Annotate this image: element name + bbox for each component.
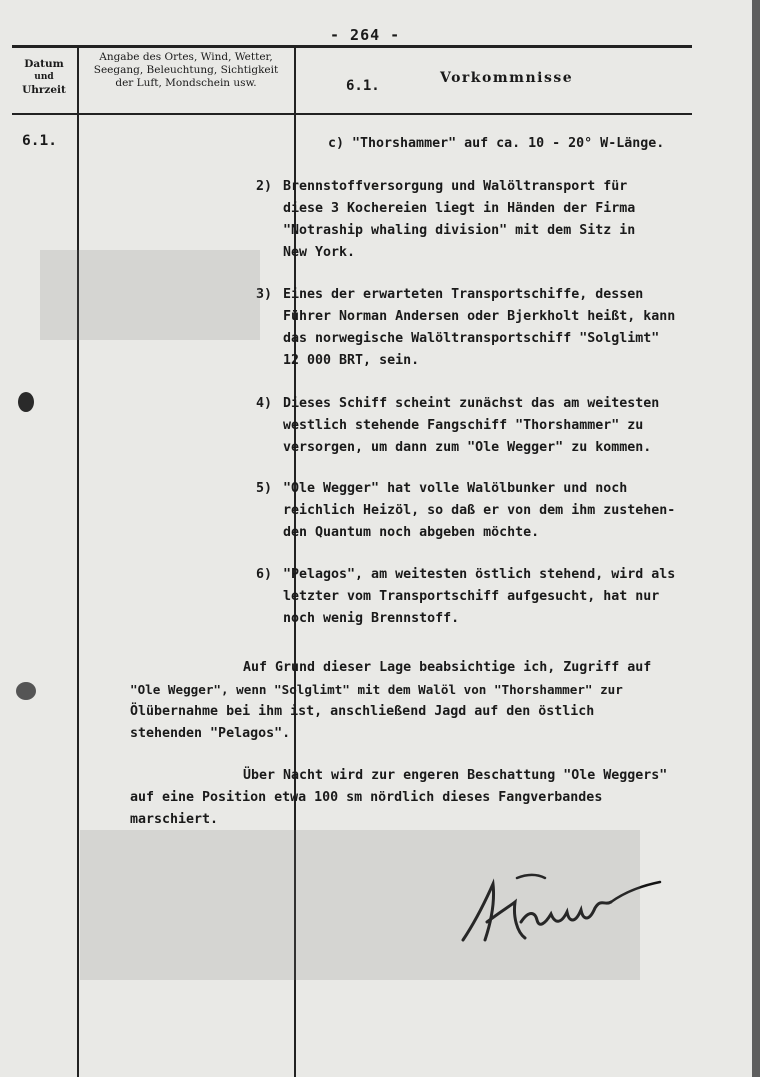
item-number: 3) — [256, 287, 273, 302]
item-line: noch wenig Brennstoff. — [283, 611, 460, 626]
bleed-through — [40, 250, 260, 340]
bleed-through — [80, 830, 640, 980]
item-line: Führer Norman Andersen oder Bjerkholt heißt, kann — [283, 309, 676, 324]
punch-hole-icon — [16, 682, 36, 700]
sub-item-c: c) "Thorshammer" auf ca. 10 - 20° W-Länge. — [328, 136, 665, 151]
item-line: "Notraship whaling division" mit dem Sitz in — [283, 223, 636, 238]
paragraph-line: stehenden "Pelagos". — [130, 726, 291, 741]
punch-hole-icon — [18, 392, 34, 412]
col-rule-1 — [77, 45, 79, 1077]
item-line: "Pelagos", am weitesten östlich stehend, wird als — [283, 567, 676, 582]
item-line: westlich stehende Fangschiff "Thorshammer" zu — [283, 418, 644, 433]
item-number: 2) — [256, 179, 273, 194]
paragraph-line: Über Nacht wird zur engeren Beschattung "Ole Weggers" — [243, 768, 668, 783]
header-bottom-rule — [12, 113, 692, 115]
header-events-column: Vorkommnisse — [440, 70, 574, 86]
header-date-value: 6.1. — [346, 78, 380, 94]
item-line: New York. — [283, 245, 356, 260]
paragraph-line: auf eine Position etwa 100 sm nördlich dieses Fangverbandes — [130, 790, 603, 805]
item-line: "Ole Wegger" hat volle Walölbunker und noch — [283, 481, 628, 496]
header-date-line: Uhrzeit — [22, 84, 66, 96]
header-location-line: der Luft, Mondschein usw. — [115, 77, 257, 89]
header-location-column — [80, 51, 292, 90]
page-edge — [752, 0, 760, 1077]
paragraph-line: "Ole Wegger", wenn "Solglimt" mit dem Walöl von "Thorshammer" zur — [130, 682, 623, 697]
paragraph-line: marschiert. — [130, 812, 219, 827]
item-number: 6) — [256, 567, 273, 582]
header-top-rule — [12, 45, 692, 48]
item-number: 4) — [256, 396, 273, 411]
paragraph-line: Auf Grund dieser Lage beabsichtige ich, Zugriff auf — [243, 660, 652, 675]
item-line: Eines der erwarteten Transportschiffe, dessen — [283, 287, 644, 302]
item-line: versorgen, um dann zum "Ole Wegger" zu kommen. — [283, 440, 652, 455]
item-line: 12 000 BRT, sein. — [283, 353, 420, 368]
header-date-column — [14, 58, 74, 97]
header-location-line: Seegang, Beleuchtung, Sichtigkeit — [93, 64, 279, 76]
item-line: das norwegische Walöltransportschiff "Solglimt" — [283, 331, 660, 346]
item-line: letzter vom Transportschiff aufgesucht, hat nur — [283, 589, 660, 604]
item-line: reichlich Heizöl, so daß er von dem ihm zustehen- — [283, 503, 676, 518]
item-line: diese 3 Kochereien liegt in Händen der Firma — [283, 201, 636, 216]
header-date-line: und — [34, 72, 54, 82]
item-number: 5) — [256, 481, 273, 496]
item-line: den Quantum noch abgeben möchte. — [283, 525, 540, 540]
page-number: - 264 - — [330, 26, 401, 44]
item-line: Brennstoffversorgung und Walöltransport für — [283, 179, 628, 194]
item-line: Dieses Schiff scheint zunächst das am weitesten — [283, 396, 660, 411]
header-location-line: Angabe des Ortes, Wind, Wetter, — [99, 51, 273, 63]
header-date-line: Datum — [24, 58, 64, 70]
entry-date: 6.1. — [22, 133, 57, 149]
paragraph-line: Ölübernahme bei ihm ist, anschließend Jagd auf den östlich — [130, 704, 595, 719]
